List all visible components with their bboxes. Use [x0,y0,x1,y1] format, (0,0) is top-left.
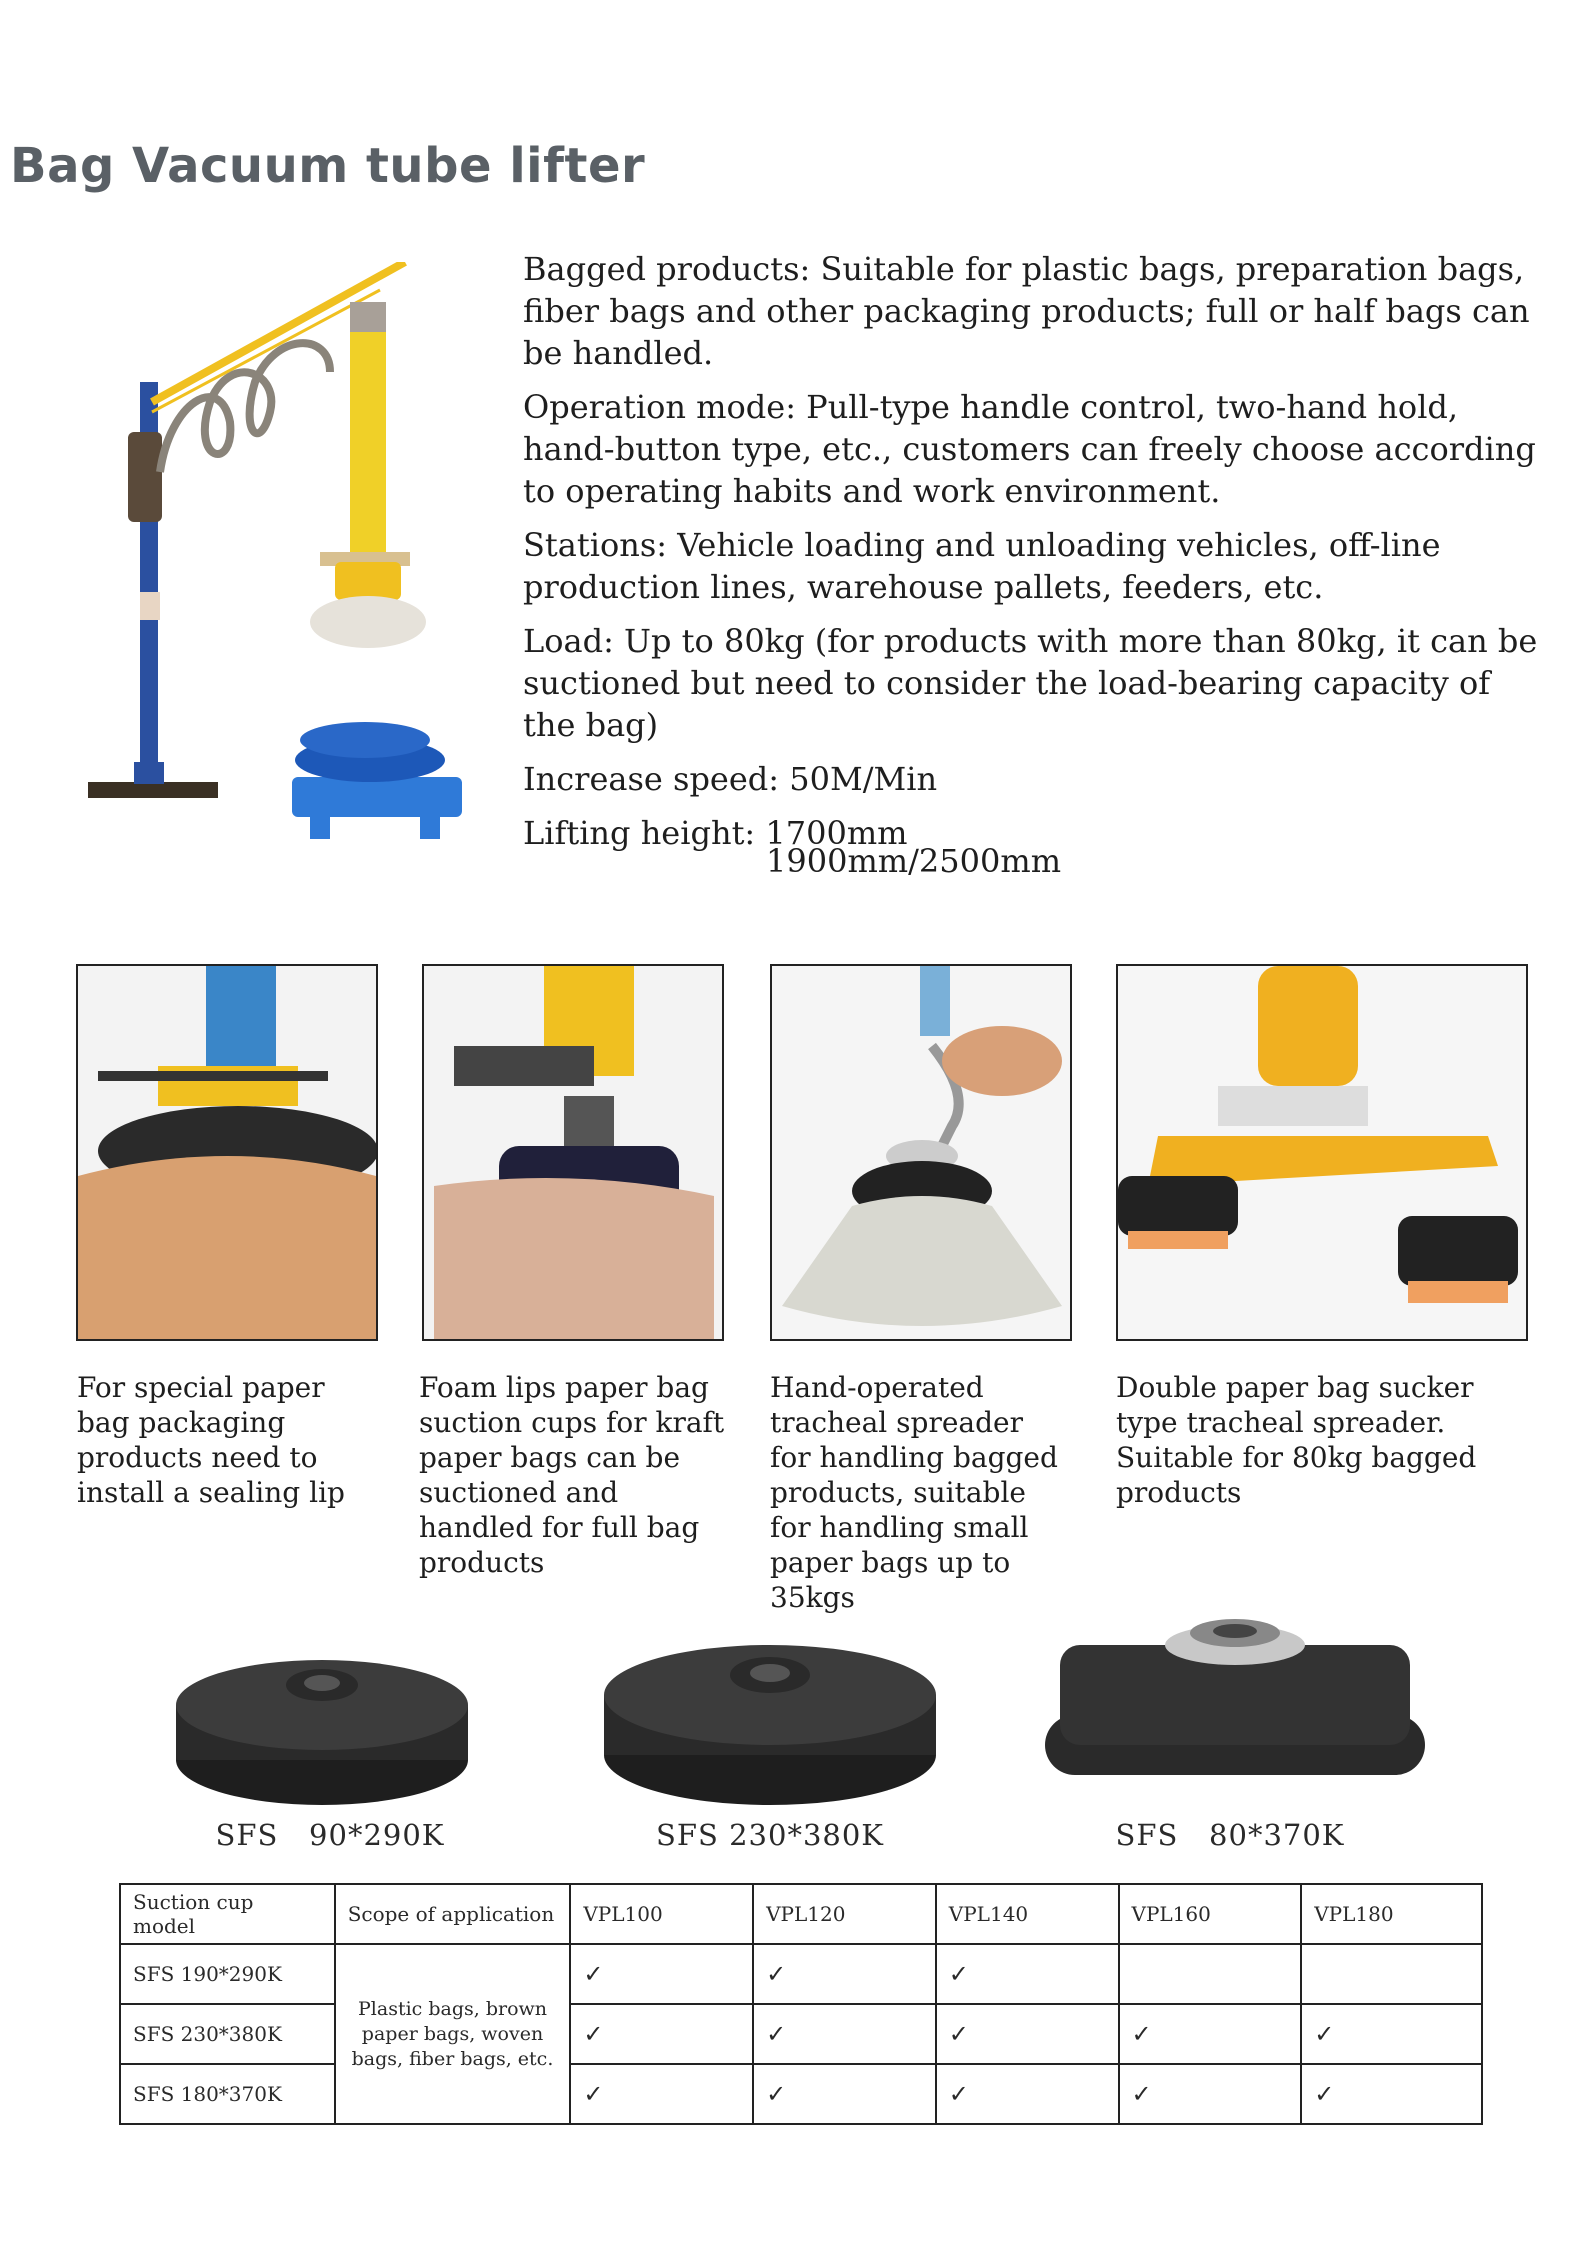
table-row [120,2004,1482,2064]
caption-foam-lips: Foam lips paper bag suction cups for kraft paper bags can be suctioned and handled for full bag products [419,1371,725,1579]
check-cell: ✓ [936,2004,1119,2064]
caption-sealing-lip: For special paper bag packaging products need to install a sealing lip [77,1371,345,1509]
suction-cup-label-3: SFS 80*370K [1115,1818,1345,1852]
header-scope: Scope of application [335,1884,571,1944]
check-cell: ✓ [936,1944,1119,2004]
row-model: SFS 190*290K [120,1944,335,2004]
header-vpl120: VPL120 [753,1884,936,1944]
suction-cup-image-2 [600,1640,940,1805]
header-vpl100: VPL100 [570,1884,753,1944]
table-row [120,1944,1482,2004]
check-cell: ✓ [1301,2064,1482,2124]
table-header-row [120,1884,1482,1944]
suction-cup-label-2: SFS 230*380K [656,1818,884,1852]
check-cell: ✓ [1119,2064,1302,2124]
page-title: Bag Vacuum tube lifter [10,138,646,194]
suction-cup-image-1 [172,1655,472,1805]
intro-lifting-height [523,812,1543,882]
intro-bagged-products: Bagged products: Suitable for plastic bags, preparation bags, fiber bags and other packaging products; full or half bags can be handled. [523,250,1530,372]
check-cell: ✓ [753,1944,936,2004]
intro-operation-mode: Operation mode: Pull-type handle control, two-hand hold, hand-button type, etc., customers can freely choose according to operating habits and work environment. [523,388,1536,510]
intro-load: Load: Up to 80kg (for products with more than 80kg, it can be suctioned but need to consider the load-bearing capacity of the bag) [523,622,1538,744]
check-cell: ✓ [570,1944,753,2004]
row-model: SFS 180*370K [120,2064,335,2124]
header-vpl140: VPL140 [936,1884,1119,1944]
check-cell: ✓ [570,2064,753,2124]
caption-hand-operated: Hand-operated tracheal spreader for handling bagged products, suitable for handling small paper bags up to 35kgs [770,1371,1058,1614]
photo-double-sucker [1116,964,1528,1341]
header-vpl160: VPL160 [1119,1884,1302,1944]
check-cell: ✓ [1301,2004,1482,2064]
photo-hand-operated [770,964,1072,1341]
suction-cup-label-1: SFS 90*290K [215,1818,445,1852]
intro-lifting-height-extra: 1900mm/2500mm [766,842,1062,880]
intro-lifting-height-main: Lifting height: 1700mm [523,814,908,852]
caption-double-sucker: Double paper bag sucker type tracheal spreader. Suitable for 80kg bagged products [1116,1371,1477,1509]
scope-of-application: Plastic bags, brown paper bags, woven bags, fiber bags, etc. [335,1944,571,2124]
row-model: SFS 230*380K [120,2004,335,2064]
photo-sealing-lip [76,964,378,1341]
photo-foam-lips [422,964,724,1341]
header-vpl180: VPL180 [1301,1884,1482,1944]
check-cell: ✓ [936,2064,1119,2124]
check-cell [1119,1944,1302,2004]
table-row [120,2064,1482,2124]
spec-table [119,1883,1483,2125]
check-cell: ✓ [570,2004,753,2064]
check-cell: ✓ [753,2064,936,2124]
lifter-illustration [80,262,520,862]
intro-stations: Stations: Vehicle loading and unloading vehicles, off-line production lines, warehouse pallets, feeders, etc. [523,526,1441,606]
header-suction-cup-model: Suction cup model [120,1884,335,1944]
check-cell: ✓ [753,2004,936,2064]
check-cell [1301,1944,1482,2004]
intro-increase-speed: Increase speed: 50M/Min [523,760,938,798]
suction-cup-image-3 [1045,1605,1425,1805]
intro-text [523,248,1543,882]
check-cell: ✓ [1119,2004,1302,2064]
